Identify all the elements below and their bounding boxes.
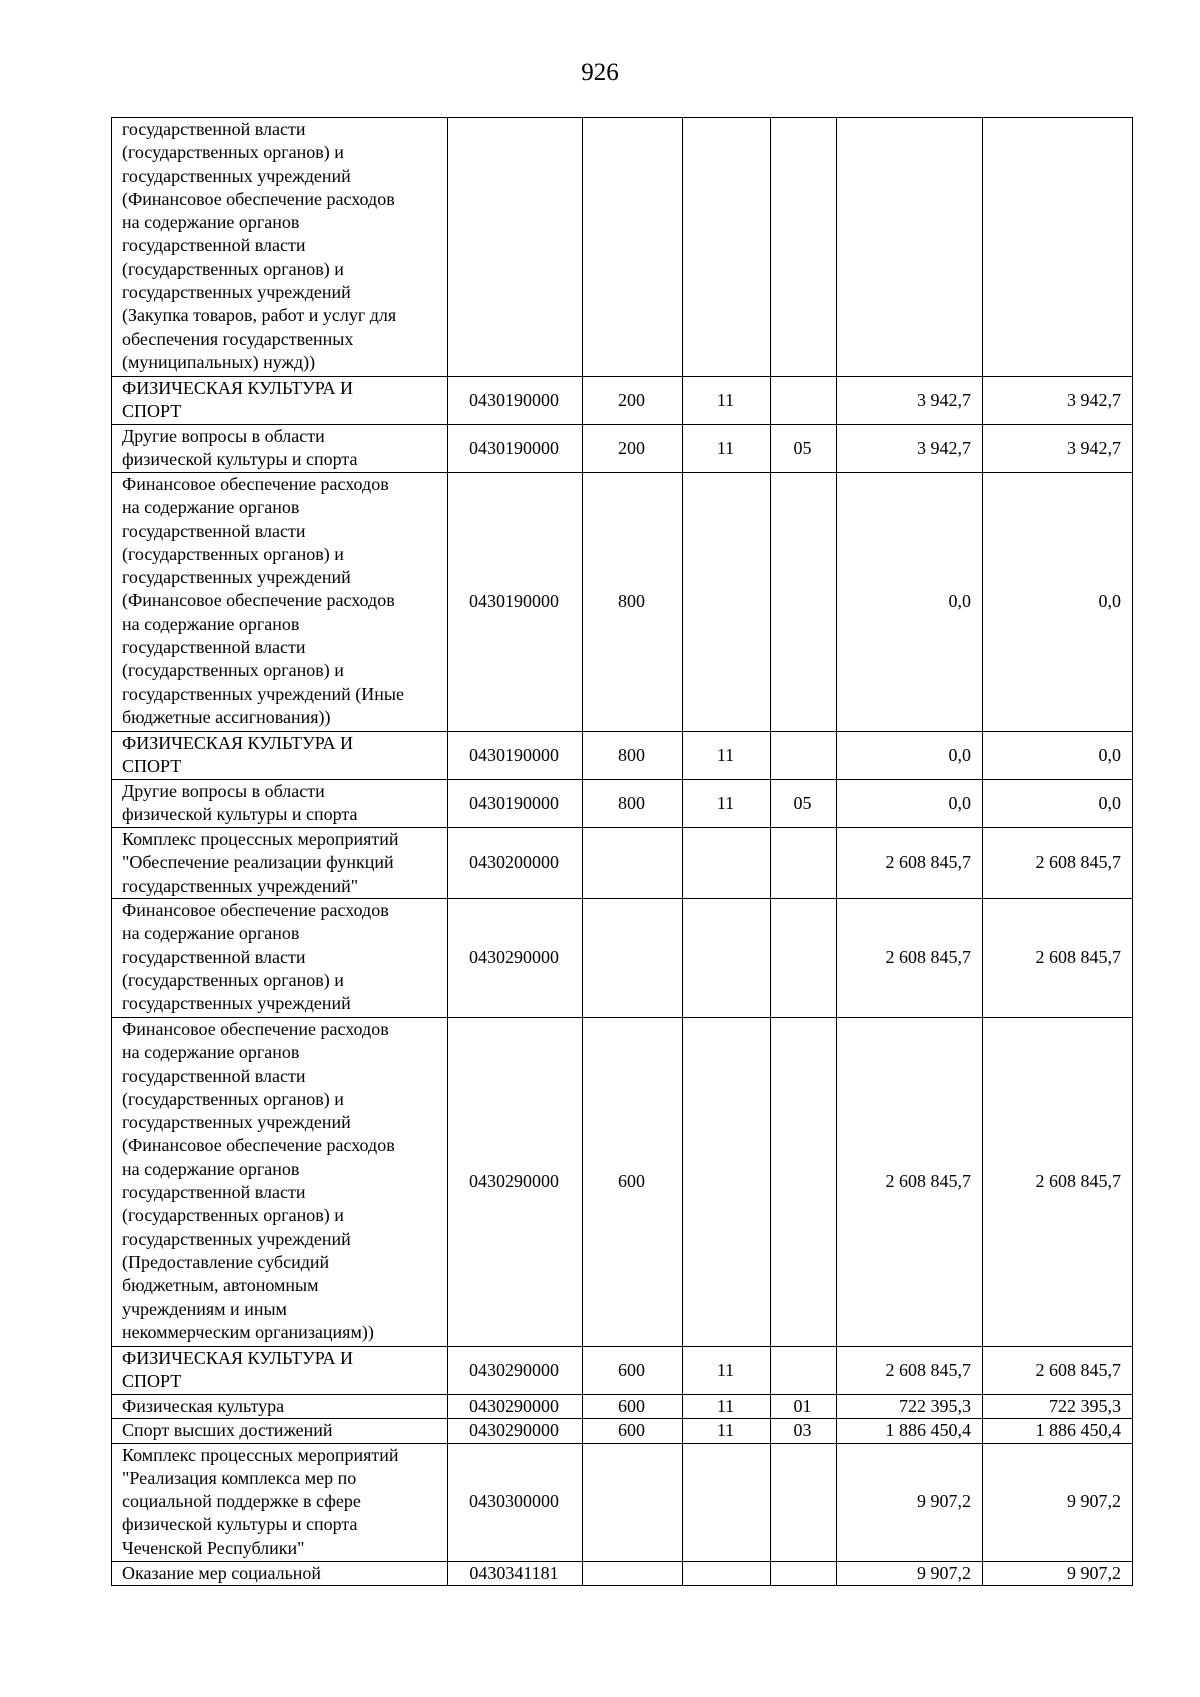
- row-pr: [771, 1347, 837, 1395]
- row-name: Другие вопросы в области физической культуры и спорта: [112, 780, 448, 828]
- row-vr: 600: [583, 1347, 683, 1395]
- row-pr: 01: [771, 1395, 837, 1419]
- row-name: Комплекс процессных мероприятий "Обеспечение реализации функций государственных учреждений": [112, 828, 448, 899]
- row-name: ФИЗИЧЕСКАЯ КУЛЬТУРА И СПОРТ: [112, 732, 448, 780]
- row-sum-2: 3 942,7: [983, 377, 1133, 425]
- row-pr: 03: [771, 1419, 837, 1443]
- row-pr: [771, 1443, 837, 1561]
- budget-table: [111, 117, 1133, 1586]
- row-rz: 11: [683, 732, 771, 780]
- row-vr: 200: [583, 377, 683, 425]
- row-rz: 11: [683, 1347, 771, 1395]
- row-sum-1: 0,0: [837, 473, 983, 732]
- row-sum-1: [837, 118, 983, 377]
- row-vr: 800: [583, 473, 683, 732]
- row-vr: 800: [583, 732, 683, 780]
- row-sum-1: 3 942,7: [837, 377, 983, 425]
- row-sum-1: 9 907,2: [837, 1443, 983, 1561]
- row-sum-2: 0,0: [983, 780, 1133, 828]
- table-row: [112, 1419, 1133, 1443]
- row-vr: [583, 118, 683, 377]
- table-row: [112, 1018, 1133, 1347]
- row-name: Спорт высших достижений: [112, 1419, 448, 1443]
- row-rz: 11: [683, 425, 771, 473]
- row-name: Комплекс процессных мероприятий "Реализация комплекса мер по социальной поддержке в сфере физической культуры и спорта Чеченской Республики": [112, 1443, 448, 1561]
- row-csr: 0430290000: [448, 899, 583, 1018]
- table-row: [112, 1347, 1133, 1395]
- table-row: [112, 118, 1133, 377]
- row-sum-2: 2 608 845,7: [983, 1018, 1133, 1347]
- row-sum-2: 722 395,3: [983, 1395, 1133, 1419]
- row-pr: [771, 732, 837, 780]
- row-rz: [683, 828, 771, 899]
- row-rz: [683, 899, 771, 1018]
- row-vr: 600: [583, 1018, 683, 1347]
- row-pr: [771, 377, 837, 425]
- row-sum-2: [983, 118, 1133, 377]
- row-sum-1: 0,0: [837, 732, 983, 780]
- row-csr: 0430290000: [448, 1018, 583, 1347]
- row-sum-1: 2 608 845,7: [837, 828, 983, 899]
- row-vr: 600: [583, 1395, 683, 1419]
- row-rz: 11: [683, 1395, 771, 1419]
- row-vr: 600: [583, 1419, 683, 1443]
- page-number: 926: [581, 59, 619, 86]
- row-pr: [771, 899, 837, 1018]
- table-row: [112, 425, 1133, 473]
- row-pr: [771, 473, 837, 732]
- row-sum-1: 9 907,2: [837, 1561, 983, 1585]
- table-row: [112, 377, 1133, 425]
- row-name: государственной власти (государственных органов) и государственных учреждений (Финансовое обеспечение расходов на содержание органов государственной власти (государственных органов) и государственных учреждений (Закупка товаров, работ и услуг для обеспечения государственных (муниципальных) нужд)): [112, 118, 448, 377]
- row-sum-1: 2 608 845,7: [837, 1347, 983, 1395]
- table-row: [112, 473, 1133, 732]
- row-csr: 0430290000: [448, 1347, 583, 1395]
- row-sum-2: 1 886 450,4: [983, 1419, 1133, 1443]
- row-rz: [683, 1561, 771, 1585]
- row-sum-1: 722 395,3: [837, 1395, 983, 1419]
- row-sum-2: 0,0: [983, 473, 1133, 732]
- row-pr: [771, 828, 837, 899]
- row-csr: 0430341181: [448, 1561, 583, 1585]
- row-sum-1: 1 886 450,4: [837, 1419, 983, 1443]
- row-sum-1: 2 608 845,7: [837, 1018, 983, 1347]
- row-rz: [683, 1018, 771, 1347]
- row-sum-2: 2 608 845,7: [983, 828, 1133, 899]
- row-sum-2: 9 907,2: [983, 1443, 1133, 1561]
- row-vr: [583, 1561, 683, 1585]
- row-name: Оказание мер социальной: [112, 1561, 448, 1585]
- row-sum-2: 2 608 845,7: [983, 899, 1133, 1018]
- row-name: ФИЗИЧЕСКАЯ КУЛЬТУРА И СПОРТ: [112, 377, 448, 425]
- table-row: [112, 780, 1133, 828]
- row-csr: 0430290000: [448, 1419, 583, 1443]
- row-pr: 05: [771, 425, 837, 473]
- row-vr: [583, 899, 683, 1018]
- row-pr: [771, 118, 837, 377]
- row-name: Физическая культура: [112, 1395, 448, 1419]
- row-rz: 11: [683, 780, 771, 828]
- row-rz: [683, 118, 771, 377]
- row-name: Другие вопросы в области физической культуры и спорта: [112, 425, 448, 473]
- row-sum-1: 3 942,7: [837, 425, 983, 473]
- row-sum-2: 9 907,2: [983, 1561, 1133, 1585]
- row-rz: 11: [683, 377, 771, 425]
- row-csr: 0430200000: [448, 828, 583, 899]
- table-row: [112, 1443, 1133, 1561]
- table-row: [112, 732, 1133, 780]
- row-csr: 0430190000: [448, 780, 583, 828]
- row-vr: 800: [583, 780, 683, 828]
- row-sum-2: 2 608 845,7: [983, 1347, 1133, 1395]
- table-row: [112, 828, 1133, 899]
- row-rz: [683, 1443, 771, 1561]
- row-csr: 0430190000: [448, 732, 583, 780]
- row-vr: [583, 828, 683, 899]
- row-name: Финансовое обеспечение расходов на содержание органов государственной власти (государственных органов) и государственных учреждений (Финансовое обеспечение расходов на содержание органов государственной власти (государственных органов) и государственных учреждений (Предоставление субсидий бюджетным, автономным учреждениям и иным некоммерческим организациям)): [112, 1018, 448, 1347]
- row-name: Финансовое обеспечение расходов на содержание органов государственной власти (государственных органов) и государственных учреждений: [112, 899, 448, 1018]
- row-pr: [771, 1561, 837, 1585]
- row-rz: [683, 473, 771, 732]
- row-pr: 05: [771, 780, 837, 828]
- row-name: ФИЗИЧЕСКАЯ КУЛЬТУРА И СПОРТ: [112, 1347, 448, 1395]
- row-csr: 0430300000: [448, 1443, 583, 1561]
- row-rz: 11: [683, 1419, 771, 1443]
- table-row: [112, 1395, 1133, 1419]
- row-sum-1: 2 608 845,7: [837, 899, 983, 1018]
- table-row: [112, 1561, 1133, 1585]
- row-sum-2: 3 942,7: [983, 425, 1133, 473]
- row-csr: 0430190000: [448, 473, 583, 732]
- row-vr: 200: [583, 425, 683, 473]
- row-name: Финансовое обеспечение расходов на содержание органов государственной власти (государственных органов) и государственных учреждений (Финансовое обеспечение расходов на содержание органов государственной власти (государственных органов) и государственных учреждений (Иные бюджетные ассигнования)): [112, 473, 448, 732]
- row-csr: 0430190000: [448, 377, 583, 425]
- row-sum-1: 0,0: [837, 780, 983, 828]
- row-csr: [448, 118, 583, 377]
- row-csr: 0430290000: [448, 1395, 583, 1419]
- table-row: [112, 899, 1133, 1018]
- row-csr: 0430190000: [448, 425, 583, 473]
- row-pr: [771, 1018, 837, 1347]
- row-vr: [583, 1443, 683, 1561]
- row-sum-2: 0,0: [983, 732, 1133, 780]
